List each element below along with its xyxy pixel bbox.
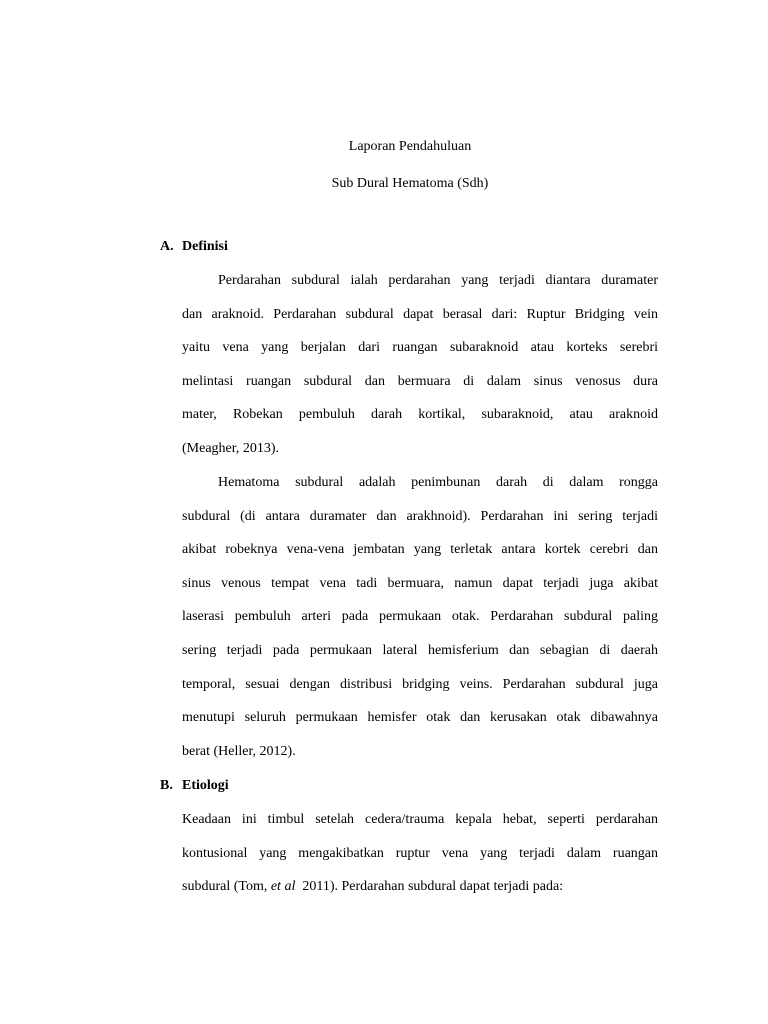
paragraph-line: akibat robeknya vena-vena jembatan yang terletak antara kortek cerebri dan [182, 542, 658, 557]
paragraph-line: Keadaan ini timbul setelah cedera/trauma kepala hebat, seperti perdarahan [182, 812, 658, 827]
section-b-heading [160, 777, 229, 795]
citation-text-end: 2011). Perdarahan subdural dapat terjadi pada: [295, 879, 564, 894]
paragraph-line: Hematoma subdural adalah penimbunan darah di dalam rongga [218, 475, 658, 490]
section-b-title: Etiologi [182, 778, 229, 793]
paragraph-line: dan araknoid. Perdarahan subdural dapat berasal dari: Ruptur Bridging vein [182, 307, 658, 322]
citation-italic: et al [270, 879, 296, 894]
paragraph-line: kontusional yang mengakibatkan ruptur vena yang terjadi dalam ruangan [182, 846, 658, 861]
citation-text: subdural (Tom, [182, 879, 271, 894]
paragraph-line: melintasi ruangan subdural dan bermuara di dalam sinus venosus dura [182, 374, 658, 389]
section-a-title: Definisi [182, 239, 228, 254]
paragraph-line: sinus venous tempat vena tadi bermuara, namun dapat terjadi juga akibat [182, 576, 658, 591]
paragraph-line: mater, Robekan pembuluh darah kortikal, subaraknoid, atau araknoid [182, 407, 658, 422]
paragraph-line: menutupi seluruh permukaan hemisfer otak dan kerusakan otak dibawahnya [182, 710, 658, 725]
paragraph-line: temporal, sesuai dengan distribusi bridging veins. Perdarahan subdural juga [182, 677, 658, 692]
document-subtitle: Sub Dural Hematoma (Sdh) [331, 176, 489, 191]
section-b-number: B. [160, 778, 173, 793]
paragraph-line: (Meagher, 2013). [182, 441, 280, 456]
paragraph-line: laserasi pembuluh arteri pada permukaan otak. Perdarahan subdural paling [182, 609, 658, 624]
section-a-number: A. [160, 239, 174, 254]
section-a-heading [160, 238, 228, 256]
paragraph-line: subdural (di antara duramater dan arakhnoid). Perdarahan ini sering terjadi [182, 509, 658, 524]
paragraph-line: Perdarahan subdural ialah perdarahan yang terjadi diantara duramater [218, 273, 658, 288]
paragraph-line [182, 878, 658, 896]
paragraph-line: berat (Heller, 2012). [182, 744, 296, 759]
paragraph-line: sering terjadi pada permukaan lateral hemisferium dan sebagian di daerah [182, 643, 658, 658]
paragraph-line: yaitu vena yang berjalan dari ruangan subaraknoid atau korteks serebri [182, 340, 658, 355]
document-title: Laporan Pendahuluan [348, 139, 472, 154]
